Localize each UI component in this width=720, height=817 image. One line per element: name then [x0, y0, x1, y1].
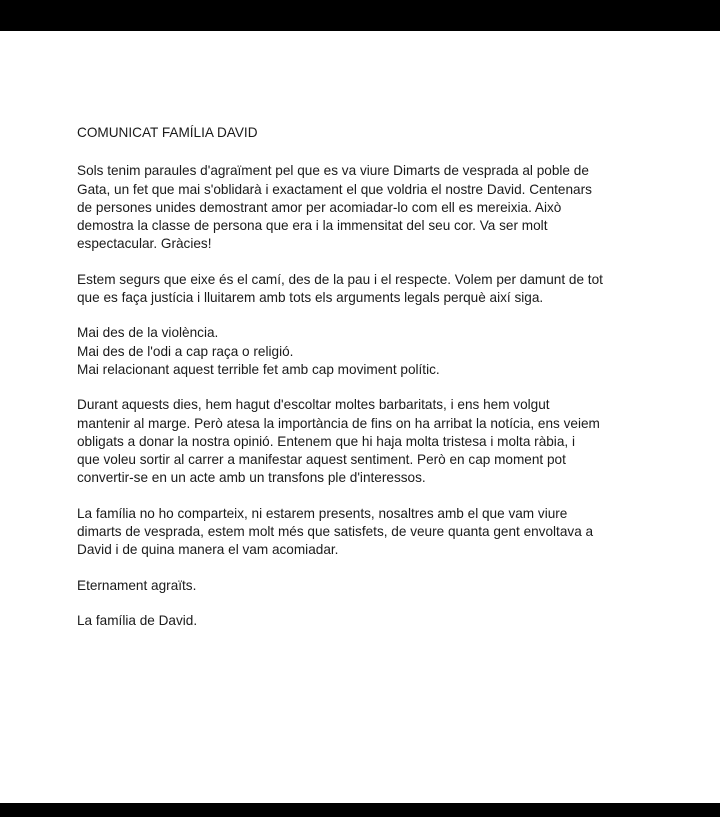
text-line: La família no ho comparteix, ni estarem presents, nosaltres amb el que vam viure: [77, 505, 568, 521]
text-line: dimarts de vesprada, estem molt més que satisfets, de veure quanta gent envoltava a: [77, 524, 594, 540]
text-line: convertir-se en un acte amb un transfons ple d'interessos.: [77, 470, 426, 486]
text-line: Mai des de la violència.: [77, 325, 219, 341]
text-line: Eternament agraïts.: [77, 577, 197, 593]
document-title: COMUNICAT FAMÍLIA DAVID: [77, 125, 258, 140]
text-line: demostra la classe de persona que era i la immensitat del seu cor. Va ser molt: [77, 218, 548, 234]
text-line: La família de David.: [77, 612, 198, 628]
text-line: espectacular. Gràcies!: [77, 236, 212, 252]
signature-line: [77, 612, 677, 630]
text-line: mantenir al marge. Però atesa la importància de fins on ha arribat la notícia, ens veiem: [77, 415, 600, 431]
paragraph-never: [77, 324, 677, 379]
paragraph-justice: [77, 271, 677, 308]
text-line: Mai des de l'odi a cap raça o religió.: [77, 343, 294, 359]
document-body: [77, 124, 677, 647]
text-line: que voleu sortir al carrer a manifestar aquest sentiment. Però en cap moment pot: [77, 452, 566, 468]
text-line: Durant aquests dies, hem hagut d'escoltar moltes barbaritats, i ens hem volgut: [77, 397, 550, 413]
paragraph-family: [77, 505, 677, 560]
text-line: Estem segurs que eixe és el camí, des de la pau i el respecte. Volem per damunt de tot: [77, 271, 603, 287]
paragraph-opinion: [77, 396, 677, 487]
closing-line: [77, 577, 677, 595]
text-line: Sols tenim paraules d'agraïment pel que es va viure Dimarts de vesprada al poble de: [77, 163, 589, 179]
text-line: que es faça justícia i lluitarem amb tots els arguments legals perquè així siga.: [77, 290, 544, 306]
text-line: Gata, un fet que mai s'oblidarà i exactament el que voldria el nostre David. Centenars: [77, 181, 592, 197]
text-line: David i de quina manera el vam acomiadar.: [77, 542, 339, 558]
text-line: obligats a donar la nostra opinió. Entenem que hi haja molta tristesa i molta ràbia, i: [77, 433, 575, 449]
document-page: [0, 31, 720, 803]
paragraph-gratitude: [77, 162, 677, 253]
text-line: Mai relacionant aquest terrible fet amb cap moviment polític.: [77, 361, 440, 377]
text-line: de persones unides demostrant amor per acomiadar-lo com ell es mereixia. Això: [77, 199, 562, 215]
